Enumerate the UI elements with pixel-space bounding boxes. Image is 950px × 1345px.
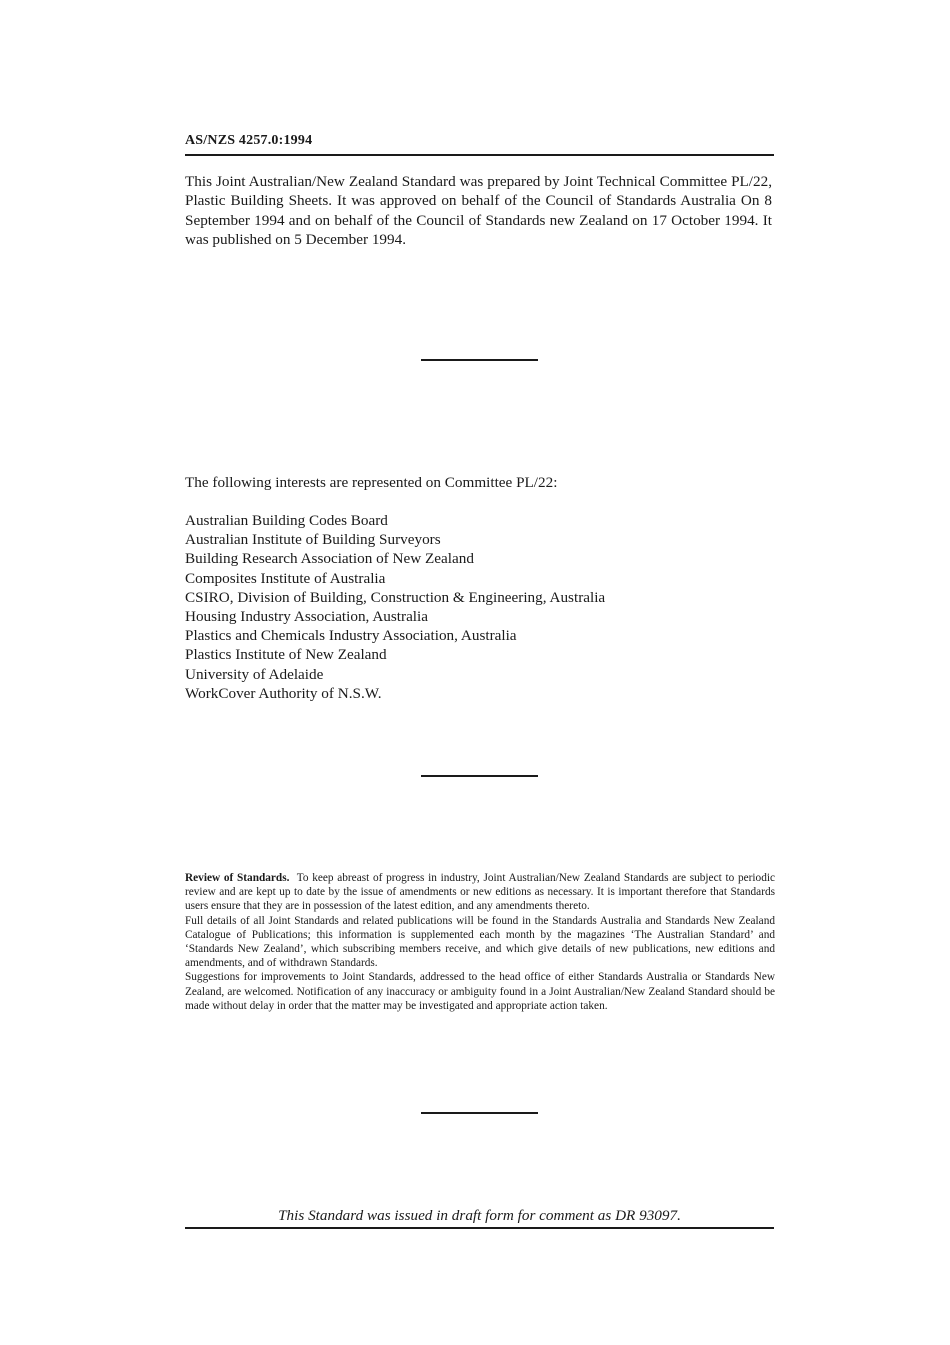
review-paragraph	[185, 871, 775, 914]
draft-note: This Standard was issued in draft form for comment as DR 93097.	[278, 1207, 681, 1224]
list-item: Composites Institute of Australia	[185, 569, 386, 587]
interests-heading: The following interests are represented on Committee PL/22:	[185, 474, 558, 491]
footer-rule	[185, 1227, 774, 1229]
list-item: University of Adelaide	[185, 665, 324, 683]
list-item: Building Research Association of New Zealand	[185, 550, 474, 568]
preparation-statement: This Joint Australian/New Zealand Standard was prepared by Joint Technical Committee PL/22, Plastic Building Sheets. It was approved on behalf of the Council of Standards Australia On 8 September 1994 and on behalf of the Council of Standards new Zealand on 17 October 1994. It was published on 5 December 1994.	[185, 173, 772, 248]
list-item: CSIRO, Division of Building, Construction & Engineering, Australia	[185, 588, 606, 606]
section-divider	[421, 775, 538, 777]
interests-list	[185, 511, 605, 703]
list-item: Australian Building Codes Board	[185, 512, 388, 529]
section-divider	[421, 359, 538, 361]
review-paragraph: Full details of all Joint Standards and related publications will be found in the Standards Australia and Standards New Zealand Catalogue of Publications; this information is supplemented each month by the magazines ‘The Australian Standard’ and ‘Standards New Zealand’, which subscribing members receive, and which give details of new publications, new editions and amendments, and of withdrawn Standards.	[185, 914, 775, 970]
list-item: Plastics Institute of New Zealand	[185, 646, 387, 664]
section-divider	[421, 1112, 538, 1114]
list-item: Housing Industry Association, Australia	[185, 608, 428, 626]
list-item: Plastics and Chemicals Industry Association, Australia	[185, 627, 517, 645]
review-text: To keep abreast of progress in industry, Joint Australian/New Zealand Standards are subject to periodic review and are kept up to date by the issue of amendments or new editions as necessary. It is important therefore that Standards users ensure that they are in possession of the latest edition, and any amendments thereto.	[185, 872, 775, 913]
standard-code: AS/NZS 4257.0:1994	[185, 133, 313, 148]
review-paragraph: Suggestions for improvements to Joint Standards, addressed to the head office of either Standards Australia or Standards New Zealand, are welcomed. Notification of any inaccuracy or ambiguity found in a Joint Australian/New Zealand Standard should be made without delay in order that the matter may be investigated and appropriate action taken.	[185, 971, 775, 1012]
review-lead: Review of Standards.	[185, 872, 290, 884]
header-rule	[185, 154, 774, 156]
list-item: Australian Institute of Building Surveyors	[185, 531, 441, 549]
review-of-standards	[185, 871, 775, 1013]
list-item: WorkCover Authority of N.S.W.	[185, 684, 382, 702]
